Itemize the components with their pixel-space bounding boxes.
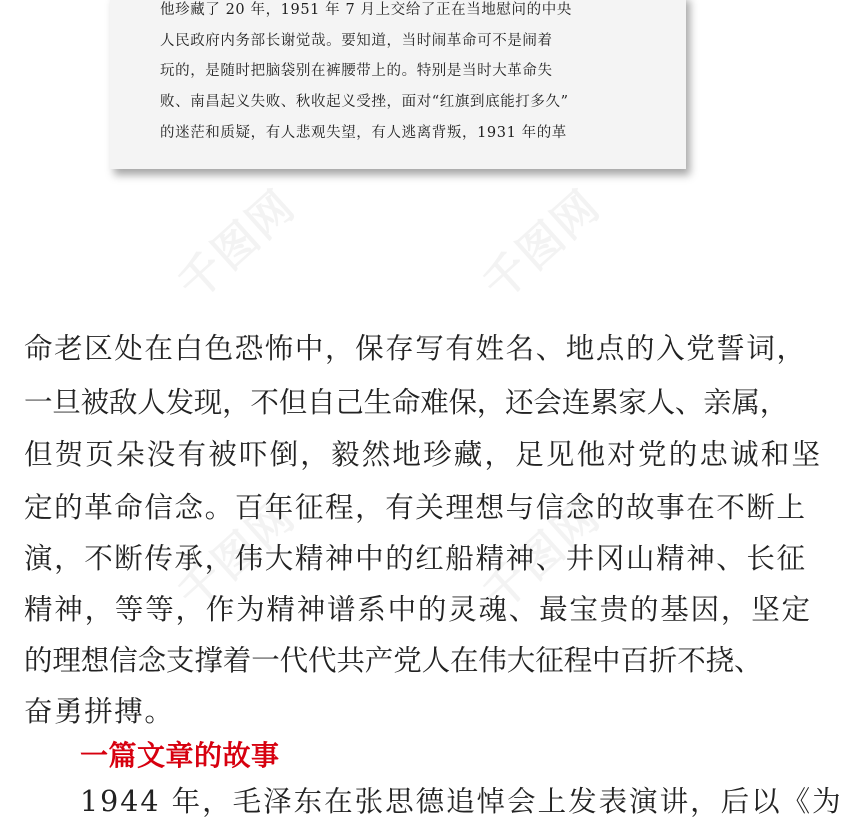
card-text-line: 人民政府内务部长谢觉哉。要知道，当时闹革命可不是闹着 (160, 33, 553, 49)
quote-card (110, 0, 686, 169)
watermark-logo: 千图网 (168, 180, 306, 311)
paragraph-line: 精神，等等，作为精神谱系中的灵魂、最宝贵的基因，坚定 (24, 593, 812, 626)
card-text-line: 的迷茫和质疑，有人悲观失望，有人逃离背叛，1931 年的革 (160, 125, 567, 141)
paragraph-line: 演，不断传承，伟大精神中的红船精神、井冈山精神、长征 (24, 542, 807, 575)
section-heading: 一篇文章的故事 (80, 739, 280, 772)
card-text-line: 败、南昌起义失败、秋收起义受挫，面对“红旗到底能打多久” (160, 94, 569, 110)
watermark-logo: 千图网 (473, 490, 611, 621)
paragraph-line: 命老区处在白色恐怖中，保存写有姓名、地点的入党誓词， (24, 332, 807, 365)
paragraph-line-partial: 1944 年，毛泽东在张思德追悼会上发表演讲，后以《为 (80, 785, 843, 818)
paragraph-line: 奋勇拼搏。 (24, 695, 175, 728)
paragraph-line: 一旦被敌人发现，不但自己生命难保，还会连累家人、亲属， (24, 386, 789, 419)
watermark-logo: 千图网 (168, 490, 306, 621)
paragraph-line: 的理想信念支撑着一代代共产党人在伟大征程中百折不挠、 (24, 644, 763, 677)
paragraph-line: 但贺页朵没有被吓倒，毅然地珍藏，足见他对党的忠诚和坚 (24, 438, 823, 471)
card-text-line: 玩的，是随时把脑袋别在裤腰带上的。特别是当时大革命失 (160, 63, 553, 79)
card-text-line: 他珍藏了 20 年，1951 年 7 月上交给了正在当地慰问的中央 (160, 2, 572, 18)
paragraph-line: 定的革命信念。百年征程，有关理想与信念的故事在不断上 (24, 491, 807, 524)
watermark-logo: 千图网 (473, 180, 611, 311)
